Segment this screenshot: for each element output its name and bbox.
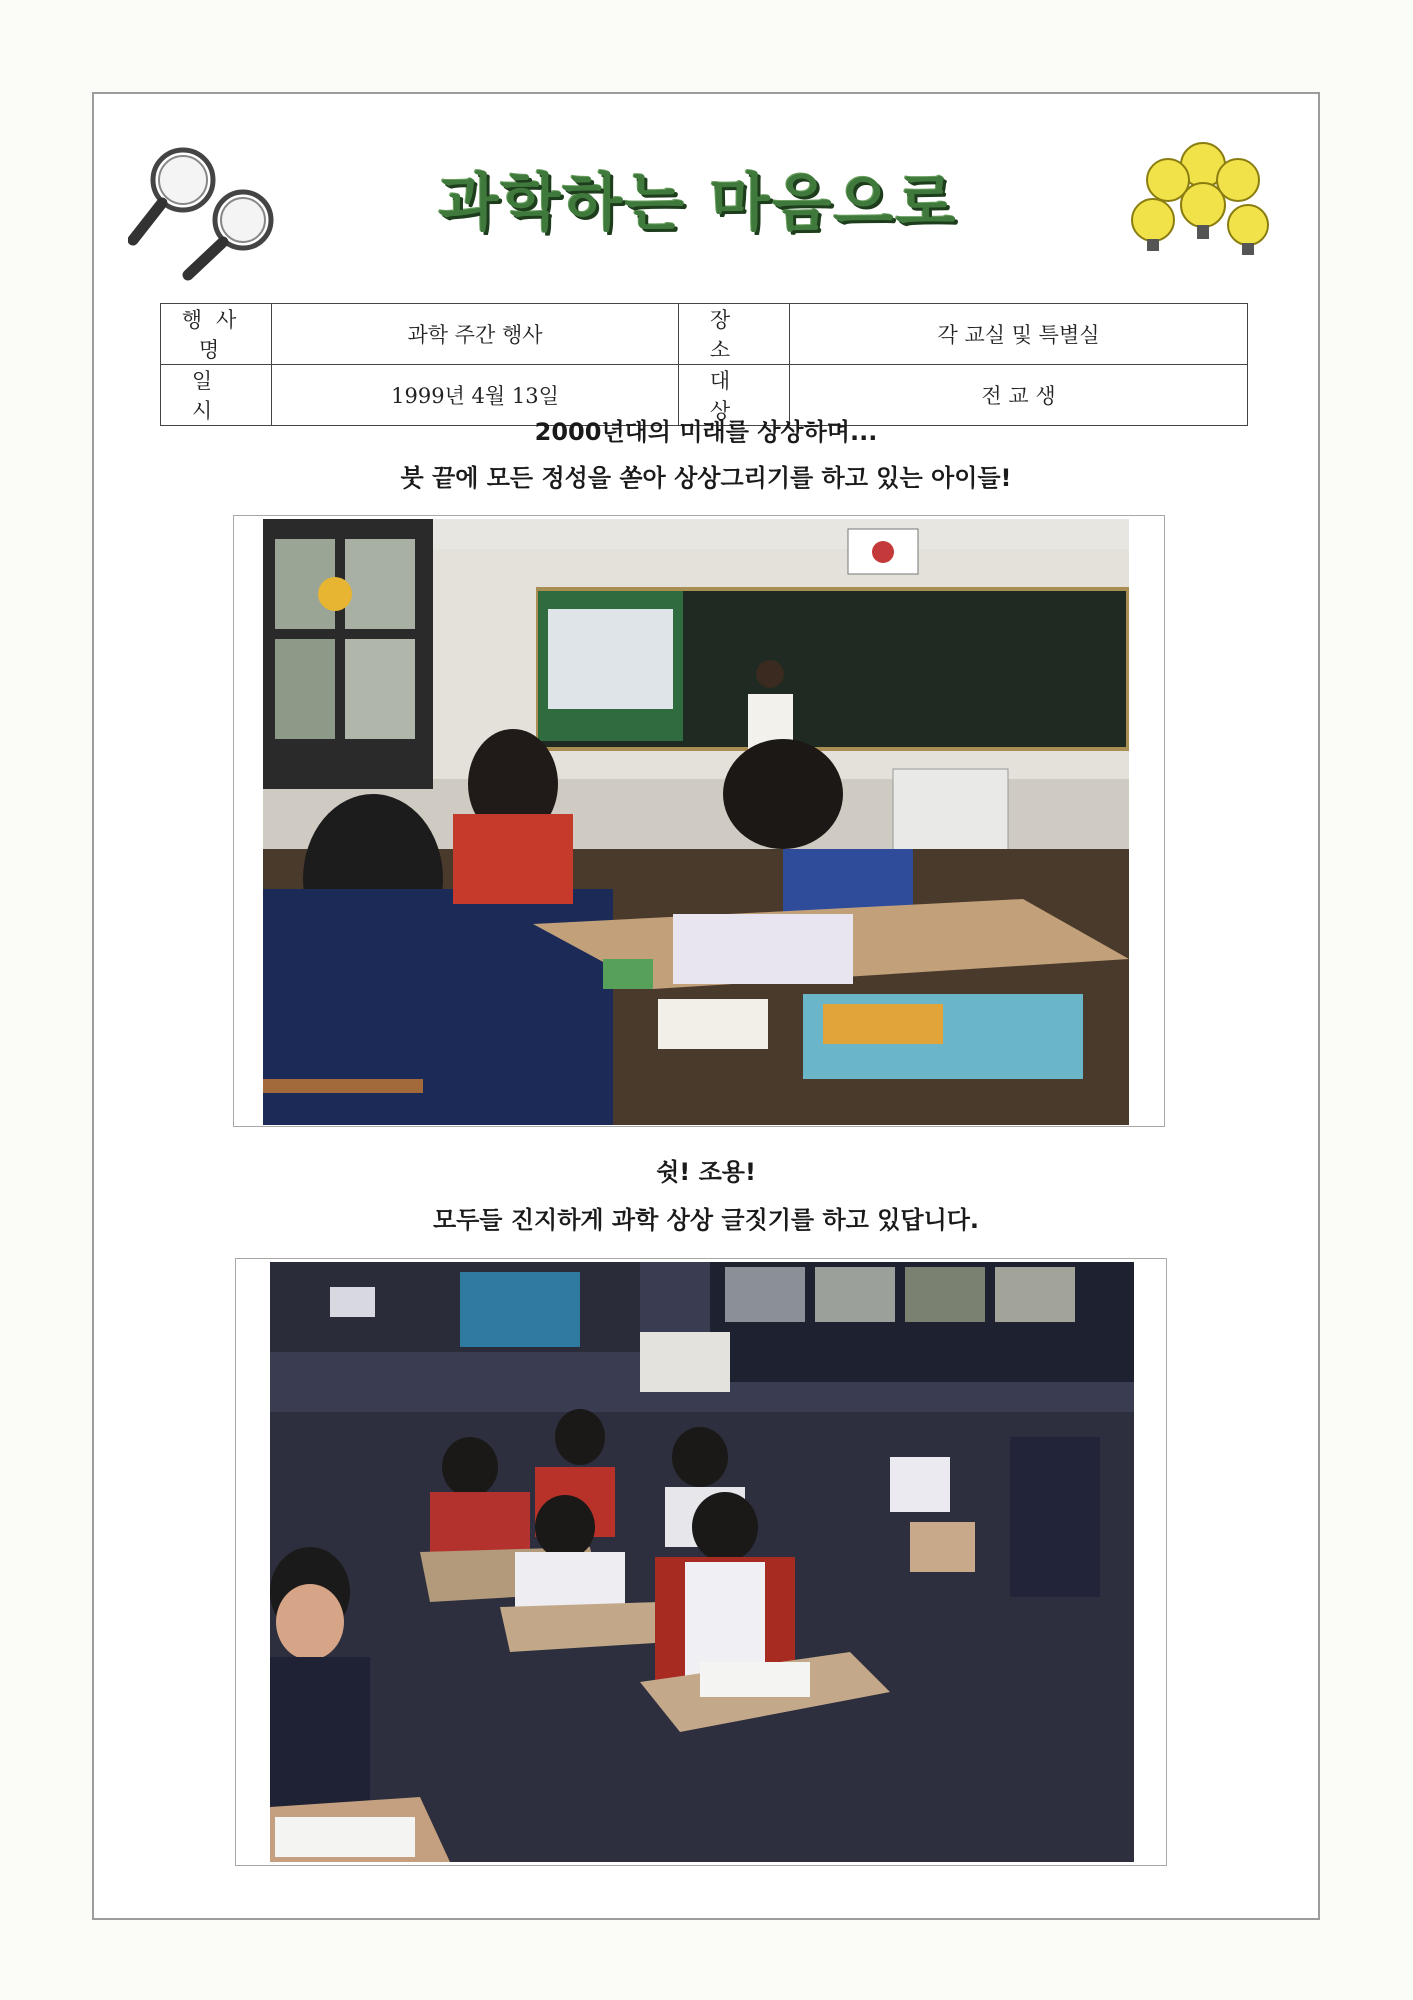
event-info-table xyxy=(160,303,1248,426)
date-label: 일시 xyxy=(161,365,272,426)
event-name-value: 과학 주간 행사 xyxy=(272,304,679,365)
target-value: 전 교 생 xyxy=(790,365,1248,426)
caption-2-line-2: 모두들 진지하게 과학 상상 글짓기를 하고 있답니다. xyxy=(432,1206,980,1234)
caption-2-line-1: 쉿! 조용! xyxy=(656,1158,756,1186)
photo-writing-class xyxy=(270,1262,1134,1862)
caption-1-line-2: 붓 끝에 모든 정성을 쏟아 상상그리기를 하고 있는 아이들! xyxy=(400,464,1012,492)
caption-1-line-1: 2000년대의 미래를 상상하며... xyxy=(534,418,878,446)
table-row xyxy=(161,304,1248,365)
magnifier-icon xyxy=(128,135,298,285)
lightbulbs-icon xyxy=(1128,135,1278,265)
date-value: 1999년 4월 13일 xyxy=(272,365,679,426)
event-name-label: 행사명 xyxy=(161,304,272,365)
location-label: 장소 xyxy=(679,304,790,365)
location-value: 각 교실 및 특별실 xyxy=(790,304,1248,365)
page-title: 과학하는 마음으로 xyxy=(438,166,958,239)
target-label: 대상 xyxy=(679,365,790,426)
header xyxy=(128,125,1278,295)
photo-drawing-class xyxy=(263,519,1129,1125)
